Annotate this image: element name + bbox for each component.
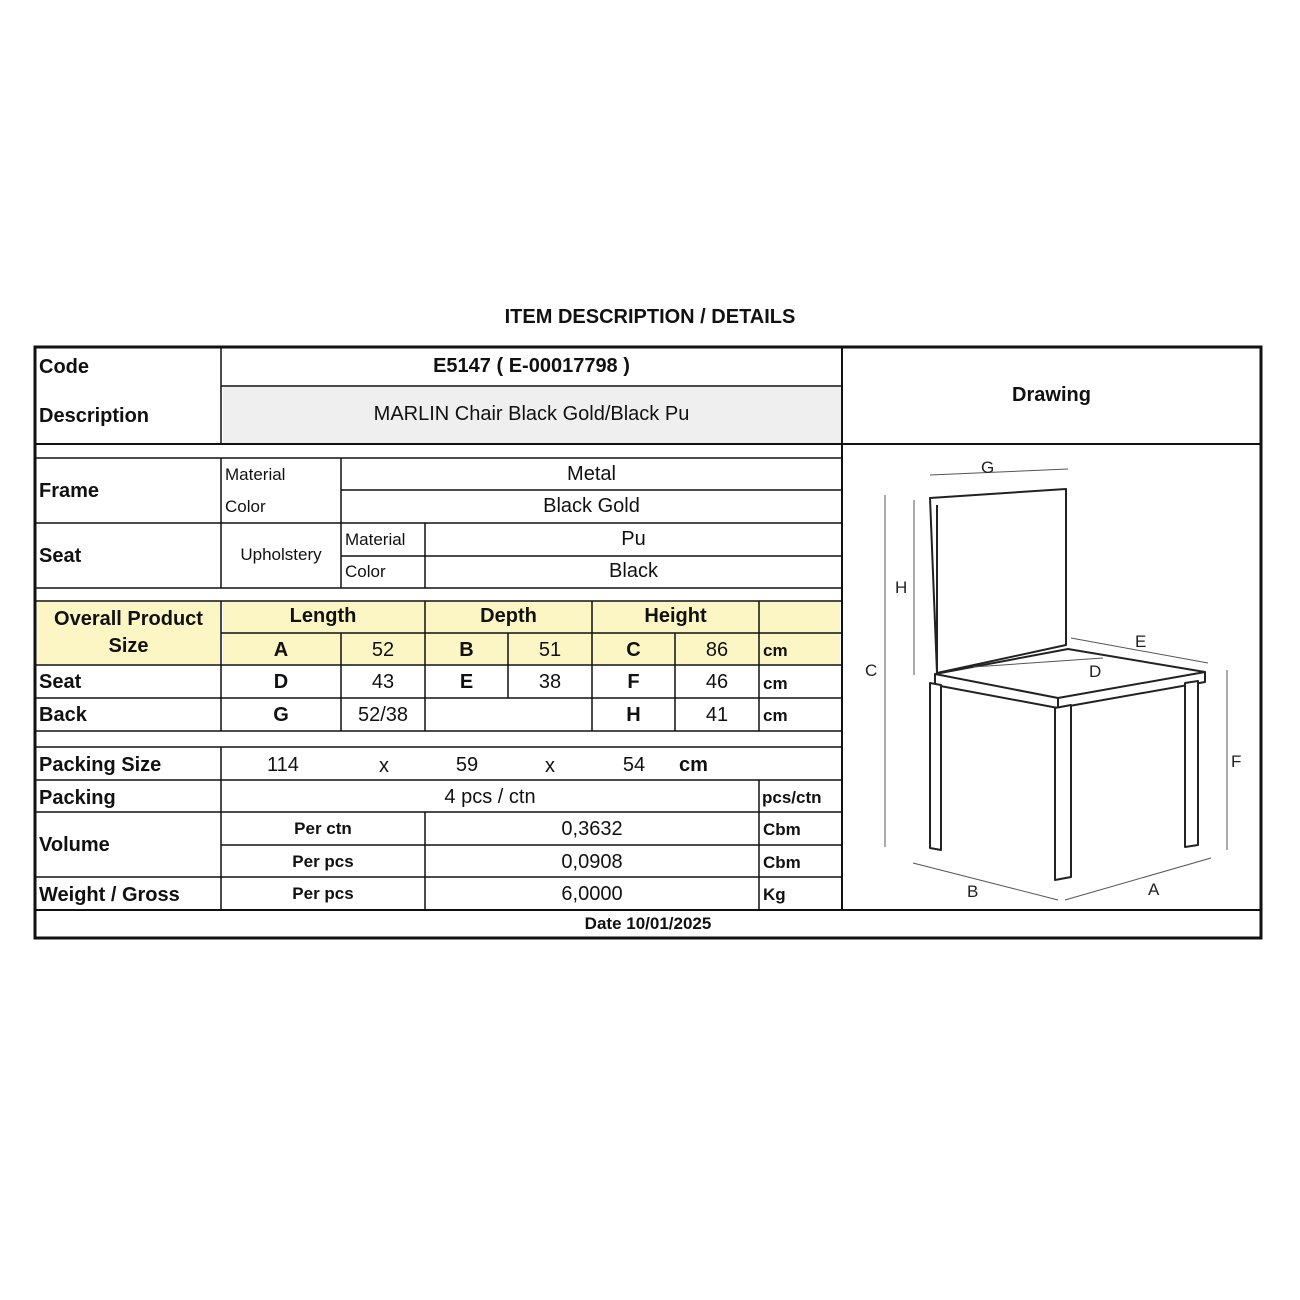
volume-per-ctn-label: Per ctn bbox=[294, 819, 352, 838]
dim-e-letter: E bbox=[459, 671, 474, 693]
dim-f-value: 46 bbox=[705, 671, 729, 693]
chair-leg bbox=[1055, 705, 1071, 880]
packing-x1: x bbox=[379, 755, 389, 777]
dim-a-value: 52 bbox=[371, 639, 395, 661]
dim-h-letter: H bbox=[626, 704, 641, 726]
length-header: Length bbox=[289, 605, 357, 627]
dim-e-value: 38 bbox=[538, 671, 562, 693]
packing-size-label: Packing Size bbox=[39, 754, 162, 776]
volume-unit-ctn: Cbm bbox=[763, 820, 801, 839]
packing-width: 59 bbox=[455, 754, 479, 776]
volume-label: Volume bbox=[39, 834, 110, 856]
weight-per-pcs-label: Per pcs bbox=[292, 884, 354, 903]
volume-per-pcs-value: 0,0908 bbox=[561, 851, 623, 873]
drawing-letter-h: H bbox=[895, 578, 908, 597]
seat-upholstery-label: Upholstery bbox=[240, 545, 322, 564]
seat-label: Seat bbox=[39, 545, 82, 567]
packing-x2: x bbox=[545, 755, 555, 777]
date-footer: Date 10/01/2025 bbox=[584, 914, 712, 933]
weight-unit: Kg bbox=[763, 885, 786, 904]
seat-color-label: Color bbox=[345, 562, 386, 581]
seat-material-value: Pu bbox=[621, 528, 646, 550]
drawing-letter-a: A bbox=[1148, 880, 1160, 899]
drawing-letter-f: F bbox=[1231, 752, 1242, 771]
seat-material-label: Material bbox=[345, 530, 406, 549]
drawing-letter-c: C bbox=[865, 661, 878, 680]
chair-leg bbox=[1185, 681, 1198, 847]
chair-back-panel bbox=[930, 489, 1066, 673]
packing-length: 114 bbox=[267, 754, 299, 776]
drawing-letter-g: G bbox=[981, 458, 995, 477]
dim-b-letter: B bbox=[459, 639, 474, 661]
dim-c-letter: C bbox=[626, 639, 641, 661]
weight-value: 6,0000 bbox=[561, 883, 623, 905]
dim-a-letter: A bbox=[273, 639, 289, 661]
chair-drawing bbox=[843, 445, 1260, 909]
height-header: Height bbox=[644, 605, 707, 627]
chair-leg bbox=[930, 683, 941, 850]
packing-size-unit: cm bbox=[679, 754, 708, 776]
back-unit: cm bbox=[763, 706, 788, 725]
packing-label: Packing bbox=[39, 787, 116, 809]
drawing-letter-b: B bbox=[967, 882, 979, 901]
page-title: ITEM DESCRIPTION / DETAILS bbox=[504, 306, 796, 328]
frame-color-value: Black Gold bbox=[543, 495, 640, 517]
dim-f-letter: F bbox=[627, 671, 640, 693]
seat-color-value: Black bbox=[609, 560, 658, 582]
overall-size-label-2: Size bbox=[108, 635, 149, 657]
seat-size-label: Seat bbox=[39, 671, 82, 693]
depth-header: Depth bbox=[480, 605, 537, 627]
frame-material-value: Metal bbox=[567, 463, 616, 485]
drawing-letter-e: E bbox=[1135, 632, 1147, 651]
back-size-label: Back bbox=[39, 704, 87, 726]
description-value: MARLIN Chair Black Gold/Black Pu bbox=[373, 403, 690, 425]
dim-d-letter: D bbox=[273, 671, 289, 693]
drawing-label: Drawing bbox=[1012, 384, 1091, 406]
volume-per-pcs-label: Per pcs bbox=[292, 852, 354, 871]
seat-unit: cm bbox=[763, 674, 788, 693]
weight-label: Weight / Gross bbox=[39, 884, 180, 906]
dim-g-letter: G bbox=[273, 704, 289, 726]
frame-label: Frame bbox=[39, 480, 100, 502]
volume-per-ctn-value: 0,3632 bbox=[561, 818, 623, 840]
frame-color-label: Color bbox=[225, 497, 266, 516]
drawing-letter-d: D bbox=[1089, 662, 1102, 681]
code-label: Code bbox=[39, 356, 89, 378]
dim-g-value: 52/38 bbox=[357, 704, 409, 726]
frame-material-label: Material bbox=[225, 465, 286, 484]
description-label: Description bbox=[39, 405, 150, 427]
packing-unit: pcs/ctn bbox=[762, 788, 822, 807]
overall-size-label-1: Overall Product bbox=[54, 608, 203, 630]
volume-unit-pcs: Cbm bbox=[763, 853, 801, 872]
dim-h-value: 41 bbox=[705, 704, 729, 726]
dim-c-value: 86 bbox=[705, 639, 729, 661]
packing-value: 4 pcs / ctn bbox=[444, 786, 536, 808]
dim-b-value: 51 bbox=[538, 639, 562, 661]
dim-d-value: 43 bbox=[371, 671, 395, 693]
overall-unit: cm bbox=[763, 641, 788, 660]
packing-height: 54 bbox=[622, 754, 646, 776]
code-value: E5147 ( E-00017798 ) bbox=[433, 355, 630, 377]
